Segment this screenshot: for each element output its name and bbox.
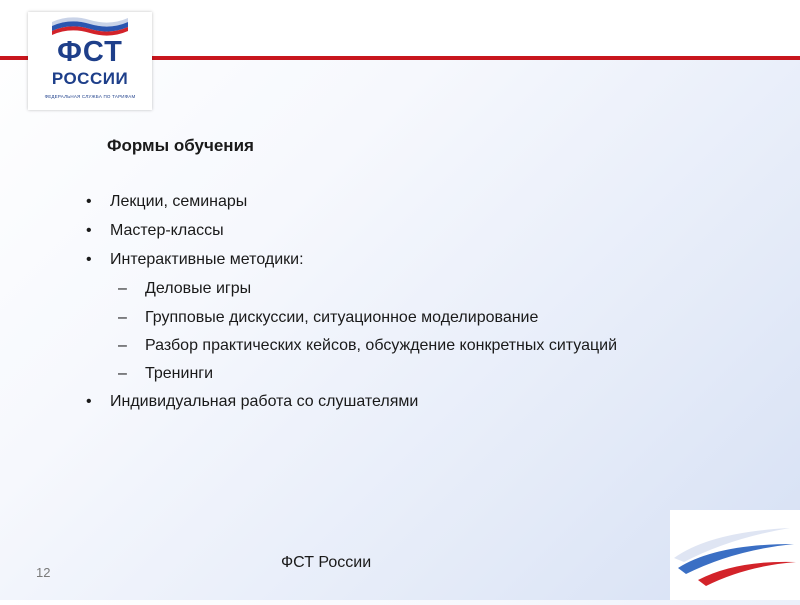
russian-flag-waves-icon [50, 14, 130, 38]
dash-marker: – [118, 365, 127, 382]
sub-list-item-text: Тренинги [145, 365, 214, 382]
list-item-text: Лекции, семинары [110, 193, 248, 210]
bullet-marker: • [86, 251, 92, 268]
dash-marker: – [118, 337, 127, 354]
sub-list-item-text: Разбор практических кейсов, обсуждение конкретных ситуаций [145, 337, 618, 354]
corner-logo [670, 510, 800, 600]
logo-country: РОССИИ [51, 69, 129, 88]
sub-list-item-text: Групповые дискуссии, ситуационное моделирование [145, 309, 539, 326]
page-number: 12 [36, 565, 51, 580]
bullet-marker: • [86, 193, 92, 210]
dash-marker: – [118, 280, 127, 297]
list-item-text: Индивидуальная работа со слушателями [110, 393, 419, 410]
fst-logo [28, 12, 152, 110]
dash-marker: – [118, 309, 127, 326]
sub-list-item-text: Деловые игры [145, 280, 252, 297]
logo-agency-name: ФЕДЕРАЛЬНАЯ СЛУЖБА ПО ТАРИФАМ [44, 94, 136, 99]
logo-abbreviation: ФСТ [57, 36, 123, 68]
footer-text: ФСТ России [281, 554, 372, 571]
list-item-text: Интерактивные методики: [110, 251, 304, 268]
slide-title: Формы обучения [107, 136, 254, 155]
list-item-text: Мастер-классы [110, 222, 224, 239]
bullet-marker: • [86, 393, 92, 410]
bullet-marker: • [86, 222, 92, 239]
flag-swoosh-icon [670, 510, 800, 600]
